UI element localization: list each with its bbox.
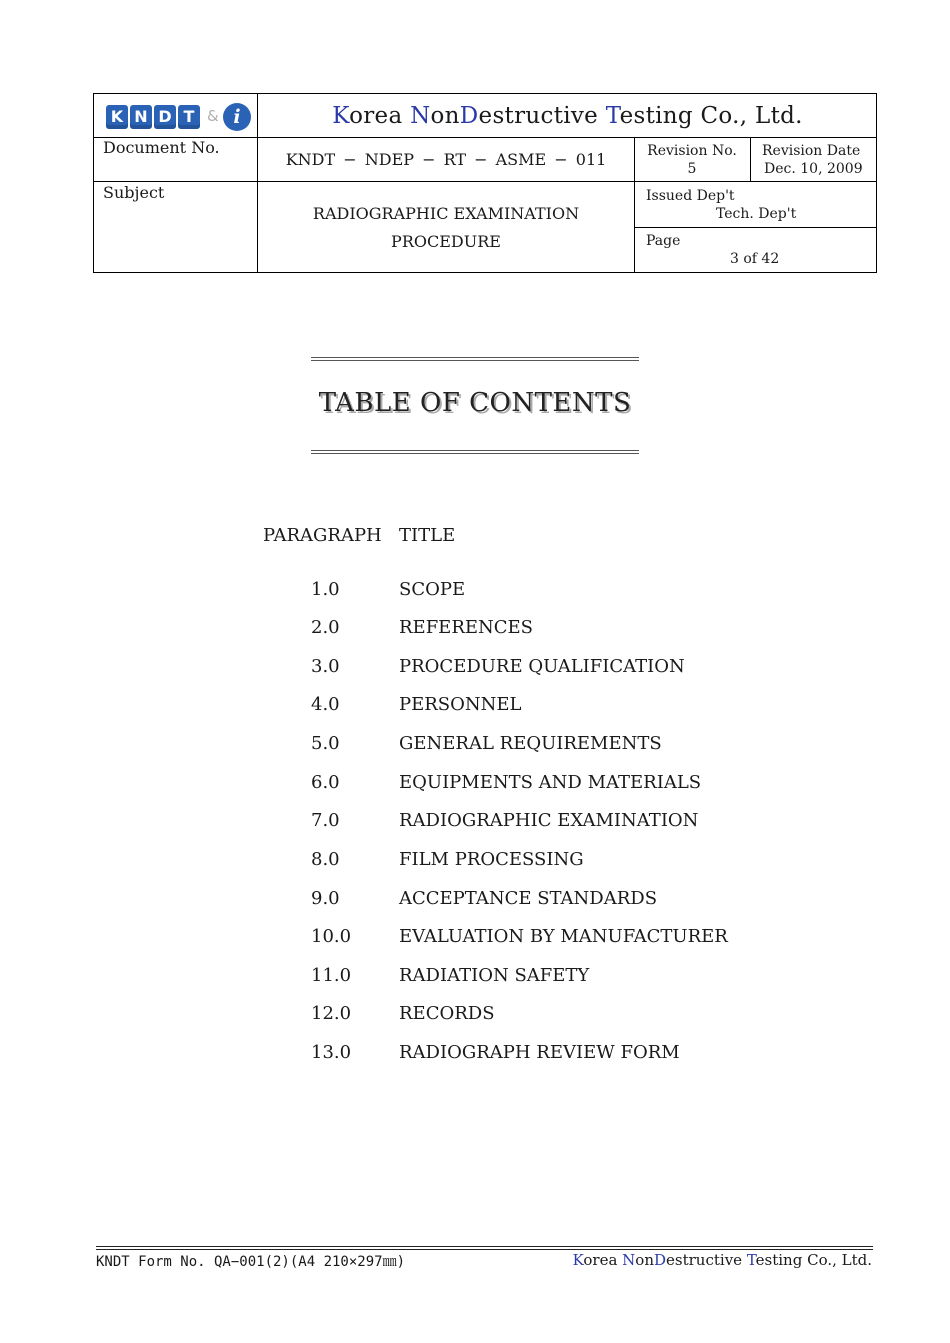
document-no-value: KNDT − NDEP − RT − ASME − 011 bbox=[285, 150, 607, 169]
company-name-initial: D bbox=[654, 1251, 667, 1269]
logo-letter: N bbox=[130, 105, 152, 129]
subject-line-1: RADIOGRAPHIC EXAMINATION bbox=[312, 204, 580, 223]
toc-number: 13.0 bbox=[311, 1042, 352, 1063]
toc-entry-title: RECORDS bbox=[399, 1003, 495, 1024]
company-logo bbox=[106, 103, 256, 133]
footer-form-number: KNDT Form No. QA−001(2)(A4 210×297㎜) bbox=[96, 1254, 406, 1270]
toc-entry-title: PERSONNEL bbox=[399, 694, 522, 715]
toc-number: 9.0 bbox=[311, 888, 340, 909]
company-name-part: estructive bbox=[666, 1251, 747, 1269]
logo-ampersand: & bbox=[207, 107, 219, 125]
divider bbox=[750, 137, 751, 181]
title-rule-top bbox=[311, 357, 639, 361]
document-no-label: Document No. bbox=[103, 138, 220, 157]
toc-row bbox=[0, 617, 950, 647]
toc-title: TABLE OF CONTENTS bbox=[318, 388, 632, 418]
toc-number: 5.0 bbox=[311, 733, 340, 754]
toc-col-paragraph: PARAGRAPH bbox=[263, 525, 382, 546]
toc-number: 10.0 bbox=[311, 926, 352, 947]
company-name-part: orea bbox=[583, 1251, 623, 1269]
page-value: 3 of 42 bbox=[730, 251, 780, 267]
footer-rule bbox=[96, 1246, 873, 1247]
logo-letter: D bbox=[154, 105, 176, 129]
toc-row bbox=[0, 733, 950, 763]
subject-label: Subject bbox=[103, 183, 165, 202]
toc-entry-title: REFERENCES bbox=[399, 617, 534, 638]
title-rule-bottom bbox=[311, 450, 639, 454]
divider bbox=[634, 227, 876, 228]
toc-number: 1.0 bbox=[311, 579, 340, 600]
revision-no-label: Revision No. bbox=[647, 143, 737, 159]
toc-entry-title: EQUIPMENTS AND MATERIALS bbox=[399, 772, 702, 793]
logo-letter: T bbox=[178, 105, 200, 129]
revision-date-value: Dec. 10, 2009 bbox=[764, 161, 863, 177]
toc-row bbox=[0, 579, 950, 609]
logo-letter: K bbox=[106, 105, 128, 129]
toc-row bbox=[0, 849, 950, 879]
toc-entry-title: RADIATION SAFETY bbox=[399, 965, 590, 986]
toc-row bbox=[0, 694, 950, 724]
toc-entry-title: SCOPE bbox=[399, 579, 466, 600]
toc-row bbox=[0, 1042, 950, 1072]
company-name bbox=[259, 94, 876, 138]
toc-row bbox=[0, 965, 950, 995]
toc-row bbox=[0, 772, 950, 802]
issued-dept-value: Tech. Dep't bbox=[716, 206, 797, 222]
revision-no-value: 5 bbox=[687, 161, 697, 177]
info-icon: i bbox=[223, 103, 251, 131]
divider bbox=[94, 181, 876, 182]
toc-entry-title: PROCEDURE QUALIFICATION bbox=[399, 656, 685, 677]
revision-date-label: Revision Date bbox=[762, 143, 861, 159]
company-name-initial: T bbox=[746, 1251, 756, 1269]
company-name-part: esting Co., Ltd. bbox=[619, 103, 803, 129]
toc-number: 11.0 bbox=[311, 965, 352, 986]
footer-company-name bbox=[573, 1251, 872, 1269]
toc-entry-title: GENERAL REQUIREMENTS bbox=[399, 733, 662, 754]
company-name-part: on bbox=[430, 103, 460, 129]
company-name-initial: N bbox=[622, 1251, 636, 1269]
toc-number: 2.0 bbox=[311, 617, 340, 638]
issued-dept-label: Issued Dep't bbox=[646, 188, 735, 204]
toc-row bbox=[0, 810, 950, 840]
toc-entry-title: RADIOGRAPHIC EXAMINATION bbox=[399, 810, 699, 831]
company-name-part: orea bbox=[349, 103, 411, 129]
subject-line-2: PROCEDURE bbox=[391, 232, 501, 251]
document-header-table bbox=[93, 93, 877, 273]
toc-row bbox=[0, 1003, 950, 1033]
company-name-initial: N bbox=[410, 103, 431, 129]
toc-number: 7.0 bbox=[311, 810, 340, 831]
company-name-part: on bbox=[635, 1251, 654, 1269]
toc-row bbox=[0, 656, 950, 686]
toc-number: 12.0 bbox=[311, 1003, 352, 1024]
company-name-initial: T bbox=[605, 103, 620, 129]
toc-col-title: TITLE bbox=[399, 525, 456, 546]
toc-row bbox=[0, 926, 950, 956]
toc-row bbox=[0, 888, 950, 918]
toc-number: 3.0 bbox=[311, 656, 340, 677]
page-label: Page bbox=[646, 233, 681, 249]
toc-number: 4.0 bbox=[311, 694, 340, 715]
toc-number: 6.0 bbox=[311, 772, 340, 793]
company-name-initial: K bbox=[332, 103, 350, 129]
company-name-part: esting Co., Ltd. bbox=[755, 1251, 872, 1269]
toc-entry-title: RADIOGRAPH REVIEW FORM bbox=[399, 1042, 680, 1063]
toc-entry-title: FILM PROCESSING bbox=[399, 849, 584, 870]
footer-rule bbox=[96, 1249, 873, 1250]
toc-entry-title: EVALUATION BY MANUFACTURER bbox=[399, 926, 728, 947]
company-name-initial: K bbox=[572, 1251, 584, 1269]
company-name-part: estructive bbox=[478, 103, 606, 129]
toc-number: 8.0 bbox=[311, 849, 340, 870]
toc-entry-title: ACCEPTANCE STANDARDS bbox=[399, 888, 658, 909]
company-name-initial: D bbox=[459, 103, 479, 129]
